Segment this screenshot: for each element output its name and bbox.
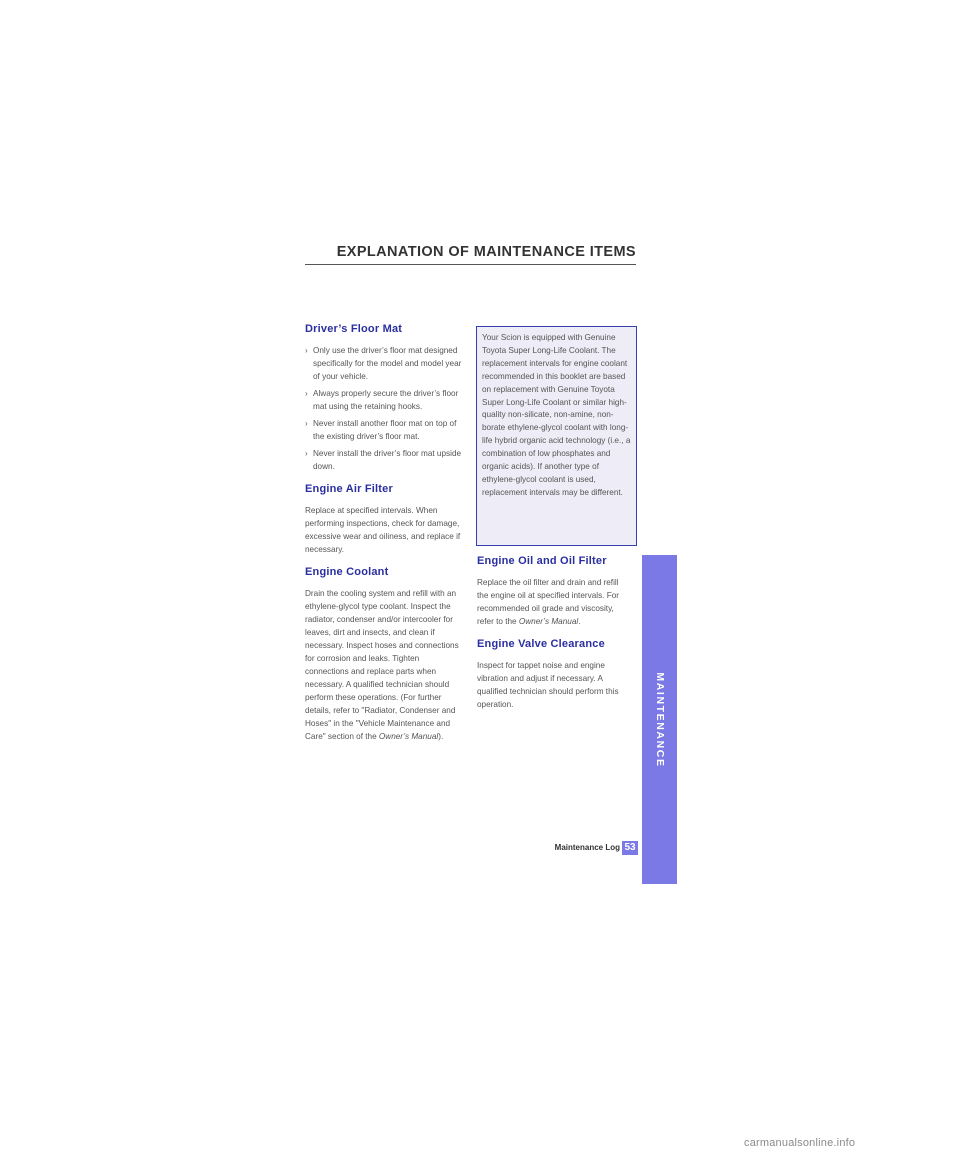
list-item-text: Always properly secure the driver’s floor mat using the retaining hooks. bbox=[313, 389, 459, 411]
oil-body-italic: Owner’s Manual bbox=[518, 617, 579, 626]
left-column bbox=[305, 323, 465, 753]
air-filter-body: Replace at specified intervals. When performing inspections, check for damage, excessive wear and oiliness, and replace if necessary. bbox=[305, 506, 461, 554]
floor-mat-list bbox=[305, 344, 465, 473]
watermark-link[interactable]: carmanualsonline.info bbox=[744, 1137, 856, 1149]
footer-label: Maintenance Log bbox=[554, 843, 620, 852]
air-filter-heading: Engine Air Filter bbox=[305, 483, 393, 495]
bullet-chevron-icon: › bbox=[305, 449, 308, 458]
section-air-filter bbox=[305, 483, 465, 556]
page-header bbox=[305, 244, 636, 265]
coolant-note-text: Your Scion is equipped with Genuine Toyota Super Long-Life Coolant. The replacement intervals for engine coolant recommended in this booklet are based on replacement with Genuine Toyota Super Long-Life Coolant or similar high-quality non-silicate, non-amine, non-borate ethylene-glycol coolant with long-life hybrid organic acid technology (i.e., a combination of low phosphates and organic acids). If another type of ethylene-glycol coolant is used, replacement intervals may be different. bbox=[482, 333, 631, 497]
oil-body bbox=[477, 576, 629, 628]
list-item-text: Never install the driver’s floor mat upside down. bbox=[313, 449, 462, 471]
list-item-text: Never install another floor mat on top of the existing driver’s floor mat. bbox=[313, 419, 457, 441]
list-item bbox=[305, 447, 465, 473]
side-tab bbox=[642, 555, 677, 884]
right-column bbox=[477, 555, 629, 721]
page-number: 53 bbox=[622, 841, 638, 855]
oil-body-end: . bbox=[578, 617, 581, 626]
section-oil bbox=[477, 555, 629, 628]
section-floor-mat bbox=[305, 323, 465, 473]
list-item bbox=[305, 387, 465, 413]
valve-body: Inspect for tappet noise and engine vibration and adjust if necessary. A qualified technician should perform this operation. bbox=[477, 661, 619, 709]
coolant-body-text: Drain the cooling system and refill with an ethylene-glycol type coolant. Inspect the radiator, condenser and/or intercooler for leaves, dirt and insects, and clean if necessary. Inspect hoses and connections for corrosion and leaks. Tighten connections and replace parts when necessary. A qualified technician should perform these operations. (For further details, refer to "Radiator, Condenser and Hoses" in the "Vehicle Maintenance and Care" section of the bbox=[305, 589, 459, 741]
bullet-chevron-icon: › bbox=[305, 346, 308, 355]
list-item bbox=[305, 344, 465, 383]
side-tab-label: MAINTENANCE bbox=[653, 671, 666, 768]
page-title: EXPLANATION OF MAINTENANCE ITEMS bbox=[336, 244, 636, 260]
coolant-body-italic: Owner’s Manual bbox=[378, 732, 439, 741]
oil-heading: Engine Oil and Oil Filter bbox=[477, 555, 607, 567]
coolant-note-box bbox=[476, 326, 637, 546]
coolant-body-end: ). bbox=[438, 732, 444, 741]
section-coolant bbox=[305, 566, 465, 743]
valve-heading: Engine Valve Clearance bbox=[477, 638, 605, 650]
coolant-body bbox=[305, 587, 465, 743]
section-valve bbox=[477, 638, 629, 711]
oil-body-text: Replace the oil filter and drain and refill the engine oil at specified intervals. For recommended oil grade and viscosity, refer to the bbox=[477, 578, 619, 626]
floor-mat-heading: Driver’s Floor Mat bbox=[305, 323, 403, 335]
list-item-text: Only use the driver’s floor mat designed specifically for the model and model year of your vehicle. bbox=[313, 346, 462, 381]
bullet-chevron-icon: › bbox=[305, 389, 308, 398]
list-item bbox=[305, 417, 465, 443]
coolant-heading: Engine Coolant bbox=[305, 566, 389, 578]
bullet-chevron-icon: › bbox=[305, 419, 308, 428]
